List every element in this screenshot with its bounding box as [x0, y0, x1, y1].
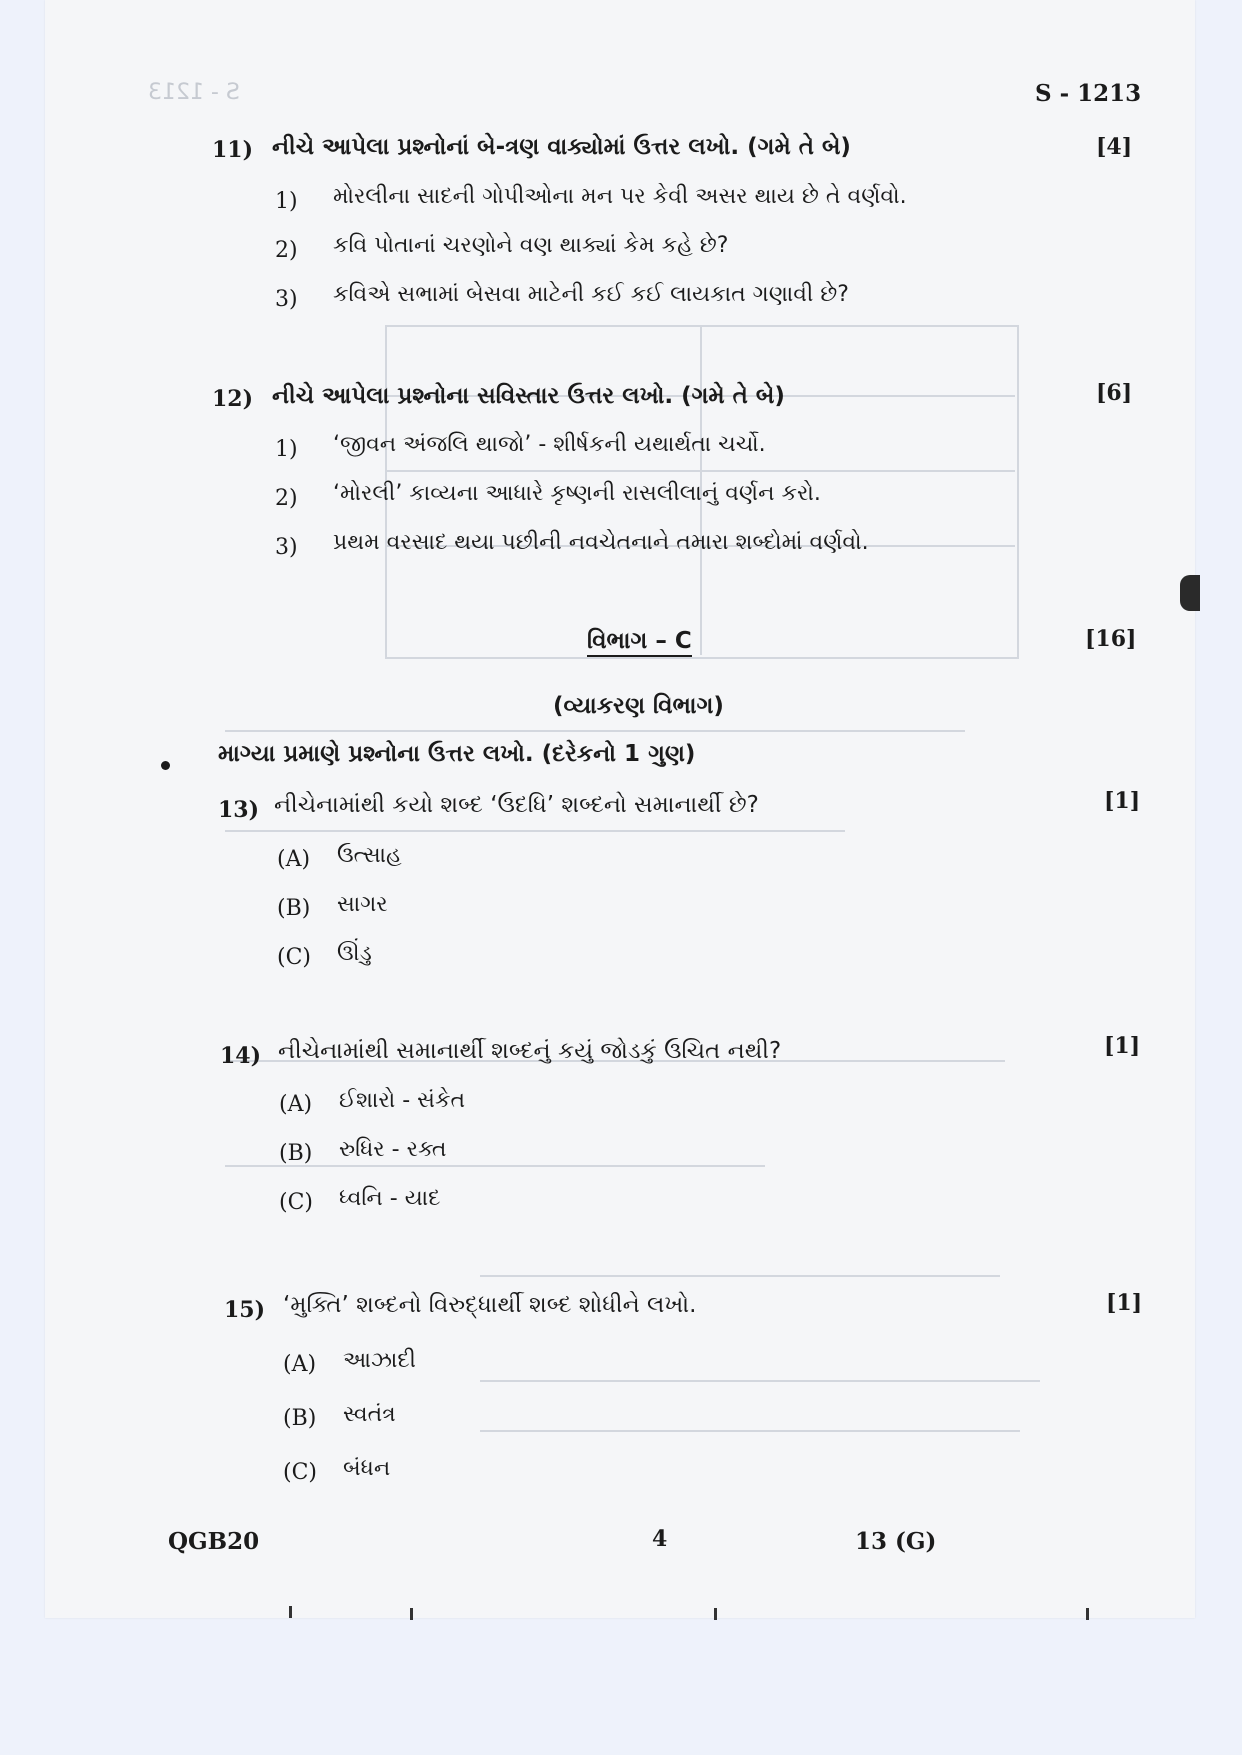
q11-item-number: 3) [275, 287, 298, 312]
q14-option-text: રુધિર - રક્ત [339, 1137, 447, 1162]
q13-option-label: (B) [277, 896, 311, 921]
q13-text: નીચેનામાંથી કયો શબ્દ ‘ઉદધિ’ શબ્દનો સમાનાર્થી છે? [274, 792, 759, 818]
q15-option-text: આઝાદી [343, 1348, 416, 1373]
binding-mark [410, 1608, 413, 1620]
q12-marks: [6] [1096, 380, 1133, 406]
footer-subject-code: 13 (G) [855, 1528, 937, 1555]
q14-number: 14) [220, 1043, 262, 1069]
binding-mark [714, 1608, 717, 1620]
q11-item-number: 1) [275, 189, 298, 214]
q12-item-number: 2) [275, 486, 298, 511]
bleed-through-rule [225, 730, 965, 732]
binding-mark [289, 1606, 292, 1618]
q13-marks: [1] [1104, 788, 1141, 814]
q11-marks: [4] [1096, 134, 1133, 160]
q15-text: ‘મુક્તિ’ શબ્દનો વિરુદ્ધાર્થી શબ્દ શોધીને લખો. [283, 1292, 697, 1318]
q15-option-label: (A) [283, 1352, 317, 1377]
q15-option-text: બંધન [343, 1456, 391, 1481]
bleed-through-rule [225, 830, 845, 832]
q14-option-label: (C) [279, 1190, 313, 1215]
q14-text: નીચેનામાંથી સમાનાર્થી શબ્દનું કયું જોડકું ઉચિત નથી? [278, 1038, 782, 1064]
q12-item-number: 3) [275, 535, 298, 560]
instruction-bullet [161, 761, 170, 770]
q13-option-label: (A) [277, 847, 311, 872]
section-subtitle: (વ્યાકરણ વિભાગ) [553, 693, 724, 719]
page-number: 4 [652, 1526, 668, 1552]
q11-item-number: 2) [275, 238, 298, 263]
bleed-through-code: S - 1213 [148, 80, 240, 105]
q12-heading: નીચે આપેલા પ્રશ્નોના સવિસ્તાર ઉત્તર લખો. (ગમે તે બે) [272, 383, 785, 409]
bleed-through-rule [480, 1430, 1020, 1432]
q14-marks: [1] [1104, 1033, 1141, 1059]
q12-item-text: પ્રથમ વરસાદ થયા પછીની નવચેતનાને તમારા શબ્દોમાં વર્ણવો. [333, 530, 869, 555]
bleed-through-rule [480, 1275, 1000, 1277]
q13-option-text: ઊંડુ [337, 941, 372, 966]
q15-option-text: સ્વતંત્ર [343, 1402, 396, 1427]
section-instruction: માગ્યા પ્રમાણે પ્રશ્નોના ઉત્તર લખો. (દરેકનો 1 ગુણ) [218, 741, 696, 767]
q14-option-text: ઈશારો - સંકેત [339, 1088, 466, 1113]
q15-marks: [1] [1106, 1290, 1143, 1316]
binding-mark [1086, 1608, 1089, 1620]
q15-option-label: (C) [283, 1460, 317, 1485]
q15-option-label: (B) [283, 1406, 317, 1431]
page-edge-notch [1180, 575, 1200, 611]
footer-code: QGB20 [168, 1528, 260, 1555]
q12-item-number: 1) [275, 437, 298, 462]
q13-number: 13) [218, 797, 260, 823]
q11-item-text: કવિ પોતાનાં ચરણોને વણ થાક્યાં કેમ કહે છે? [333, 233, 729, 258]
section-marks: [16] [1085, 626, 1137, 652]
section-title: વિભાગ – C [587, 628, 692, 657]
q11-item-text: કવિએ સભામાં બેસવા માટેની કઈ કઈ લાયકાત ગણાવી છે? [333, 282, 849, 307]
q13-option-text: સાગર [337, 892, 388, 917]
q14-option-label: (B) [279, 1141, 313, 1166]
q12-item-text: ‘જીવન અંજલિ થાજો’ - શીર્ષકની યથાર્થતા ચર્ચો. [333, 432, 766, 457]
q12-item-text: ‘મોરલી’ કાવ્યના આધારે કૃષ્ણની રાસલીલાનું વર્ણન કરો. [333, 481, 821, 506]
q14-option-text: ધ્વનિ - યાદ [339, 1186, 441, 1211]
bleed-through-rule [480, 1380, 1040, 1382]
q13-option-label: (C) [277, 945, 311, 970]
q11-heading: નીચે આપેલા પ્રશ્નોનાં બે-ત્રણ વાક્યોમાં ઉત્તર લખો. (ગમે તે બે) [272, 134, 851, 160]
q11-item-text: મોરલીના સાદની ગોપીઓના મન પર કેવી અસર થાય છે તે વર્ણવો. [333, 184, 907, 209]
q11-number: 11) [212, 137, 254, 163]
q15-number: 15) [224, 1297, 266, 1323]
q13-option-text: ઉત્સાહ [337, 843, 402, 868]
paper-code: S - 1213 [1035, 80, 1142, 107]
q14-option-label: (A) [279, 1092, 313, 1117]
q12-number: 12) [212, 386, 254, 412]
